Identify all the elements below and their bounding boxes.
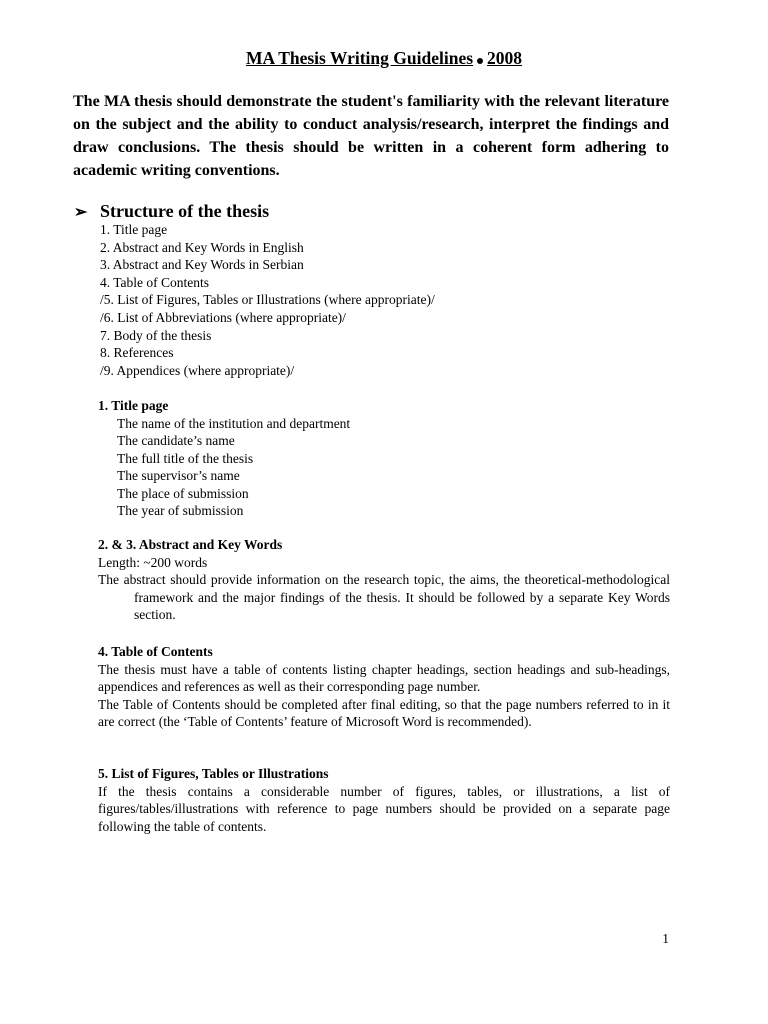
abstract-section [98,536,670,624]
section-heading: 2. & 3. Abstract and Key Words [98,537,283,552]
page-number: 1 [662,931,669,946]
list-item: The year of submission [117,503,244,518]
list-item: The name of the institution and department [117,415,351,431]
abstract-text: The abstract should provide information on the research topic, the aims, the theoretical-methodological framework and the major findings of the thesis. It should be followed by a separate Key Words section. [98,572,670,622]
list-item: 7. Body of the thesis [100,327,212,343]
title-text: MA Thesis Writing Guidelines [245,48,474,68]
list-item: 1. Title page [100,222,168,237]
intro-part-2: The thesis should be written in a coherent form adhering to academic writing conventions. [73,139,669,179]
intro-paragraph [73,90,669,182]
toc-section [98,643,670,731]
title-year: 2008 [487,48,523,68]
list-item: The place of submission [117,485,249,501]
document-title [0,47,768,69]
toc-paragraph-1: The thesis must have a table of contents listing chapter headings, section headings and sub-headings, appendices and references as well as their corresponding page number. [98,661,670,694]
list-item: 8. References [100,345,174,361]
section-heading: 4. Table of Contents [98,644,213,659]
list-item: The full title of the thesis [117,450,254,466]
list-item: /9. Appendices (where appropriate)/ [100,362,295,378]
intro-part-1: The MA thesis should demonstrate the student's familiarity with the relevant literature on the subject and the ability to conduct analysis/research, interpret the findings and draw conclusions. [73,93,669,156]
list-item: The supervisor’s name [117,468,240,483]
list-item: /5. List of Figures, Tables or Illustrations (where appropriate)/ [100,292,435,308]
figures-section [98,765,670,835]
abstract-length: Length: ~200 words [98,554,208,570]
list-item: The candidate’s name [117,433,235,448]
list-item: 3. Abstract and Key Words in Serbian [100,257,304,273]
section-heading: 1. Title page [98,398,169,413]
list-item: 4. Table of Contents [100,274,210,290]
figures-paragraph: If the thesis contains a considerable number of figures, tables, or illustrations, a list of figures/tables/illustrations with reference to page numbers should be provided on a separate page following the table of contents. [98,783,670,834]
section-heading: 5. List of Figures, Tables or Illustrations [98,766,329,781]
title-page-section [98,397,670,520]
arrow-bullet-icon: ➢ [74,204,88,221]
list-item: 2. Abstract and Key Words in English [100,239,304,255]
list-item: /6. List of Abbreviations (where appropriate)/ [100,309,346,325]
toc-paragraph-2: The Table of Contents should be completed after final editing, so that the page numbers referred to in it are correct (the ‘Table of Contents’ feature of Microsoft Word is recommended). [98,696,670,729]
bullet-dot-icon [477,58,483,64]
structure-heading-text: Structure of the thesis [100,201,270,221]
structure-list [100,221,660,379]
